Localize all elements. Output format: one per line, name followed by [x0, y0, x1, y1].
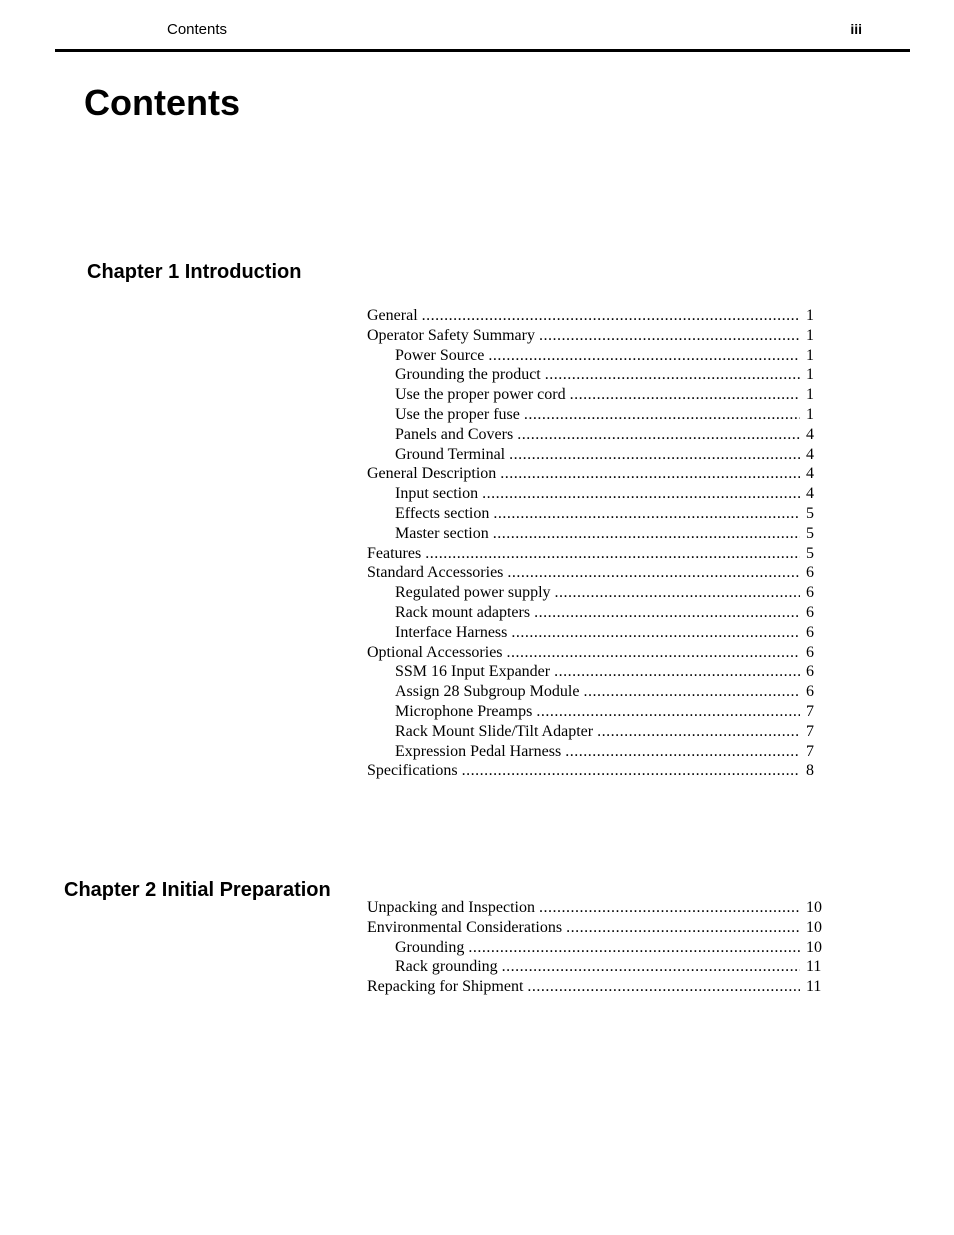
toc-entry-title: Repacking for Shipment: [367, 978, 524, 996]
toc-entry-title: Optional Accessories: [367, 643, 503, 661]
toc-entry-page: 1: [806, 346, 814, 364]
toc-entry-page: 6: [806, 564, 814, 582]
toc-entry-page: 7: [806, 702, 814, 720]
dot-leader: [539, 899, 800, 917]
header-rule: [55, 49, 910, 52]
dot-leader: [566, 919, 800, 937]
toc-entry-title: Unpacking and Inspection: [367, 899, 535, 916]
toc-entry[interactable]: [367, 644, 818, 664]
dot-leader: [468, 939, 800, 957]
toc-entry-title: General Description: [367, 465, 497, 483]
toc-entry-title: Rack grounding: [395, 958, 498, 976]
toc-entry[interactable]: [367, 624, 818, 644]
toc-entry-page: 1: [806, 386, 814, 404]
toc-entry-title: Power Source: [395, 346, 485, 364]
chapter-2-heading: Chapter 2 Initial Preparation: [64, 879, 331, 901]
toc-entry[interactable]: [367, 723, 818, 743]
toc-entry[interactable]: [367, 564, 818, 584]
toc-entry-title: Use the proper power cord: [395, 386, 566, 404]
toc-entry[interactable]: [367, 505, 818, 525]
toc-entry-title: General: [367, 307, 418, 324]
toc-entry[interactable]: [367, 426, 818, 446]
toc-entry-page: 6: [806, 663, 814, 681]
dot-leader: [493, 505, 800, 523]
dot-leader: [545, 366, 800, 384]
toc-entry[interactable]: [367, 545, 818, 565]
toc-entry[interactable]: [367, 327, 818, 347]
toc-entry[interactable]: [367, 307, 818, 327]
dot-leader: [583, 683, 800, 701]
toc-entry-title: Specifications: [367, 762, 458, 780]
toc-entry-page: 1: [806, 326, 814, 344]
dot-leader: [511, 624, 800, 642]
toc-entry-page: 4: [806, 425, 814, 443]
toc-entry-page: 11: [806, 958, 822, 976]
dot-leader: [597, 723, 800, 741]
dot-leader: [462, 762, 800, 780]
toc-entry[interactable]: [367, 604, 818, 624]
toc-entry[interactable]: [367, 485, 818, 505]
toc-entry-page: 1: [806, 307, 814, 324]
toc-entry-title: Expression Pedal Harness: [395, 742, 562, 760]
toc-entry-title: Use the proper fuse: [395, 405, 520, 423]
toc-entry[interactable]: [367, 584, 818, 604]
dot-leader: [534, 604, 800, 622]
toc-entry[interactable]: [367, 918, 822, 939]
toc-entry-page: 11: [806, 978, 822, 996]
toc-entry-title: Microphone Preamps: [395, 702, 533, 720]
toc-entry[interactable]: [367, 525, 818, 545]
toc-entry[interactable]: [367, 366, 818, 386]
toc-entry-title: Assign 28 Subgroup Module: [395, 683, 580, 701]
toc-entry-title: Rack mount adapters: [395, 603, 531, 621]
toc-entry-page: 5: [806, 524, 814, 542]
toc-entry[interactable]: [367, 703, 818, 723]
toc-entry[interactable]: [367, 663, 818, 683]
toc-entry[interactable]: [367, 347, 818, 367]
dot-leader: [425, 545, 800, 563]
toc-entry[interactable]: [367, 938, 822, 959]
toc-entry-page: 10: [806, 938, 822, 956]
toc-entry[interactable]: [367, 978, 822, 998]
chapter-2-toc: [367, 899, 822, 998]
dot-leader: [509, 446, 800, 464]
toc-entry-title: Standard Accessories: [367, 564, 504, 582]
page-title: Contents: [84, 82, 240, 123]
toc-entry-page: 4: [806, 485, 814, 503]
toc-entry[interactable]: [367, 958, 822, 978]
toc-entry-page: 6: [806, 603, 814, 621]
toc-entry-page: 8: [806, 762, 814, 780]
toc-entry-title: Grounding the product: [395, 366, 541, 384]
toc-entry[interactable]: [367, 743, 818, 763]
toc-entry-page: 5: [806, 544, 814, 562]
dot-leader: [524, 406, 800, 424]
dot-leader: [565, 743, 800, 761]
dot-leader: [502, 958, 800, 976]
toc-entry-page: 7: [806, 722, 814, 740]
toc-entry-title: Panels and Covers: [395, 425, 514, 443]
running-header-title: Contents: [167, 21, 228, 38]
dot-leader: [570, 386, 800, 404]
dot-leader: [517, 426, 800, 444]
dot-leader: [500, 465, 800, 483]
toc-entry-title: Effects section: [395, 504, 490, 522]
toc-entry-title: Ground Terminal: [395, 445, 506, 463]
toc-entry-page: 10: [806, 899, 822, 916]
toc-entry-title: Operator Safety Summary: [367, 326, 535, 344]
toc-entry-page: 5: [806, 504, 814, 522]
toc-entry-page: 1: [806, 405, 814, 423]
dot-leader: [493, 525, 800, 543]
dot-leader: [539, 327, 800, 345]
dot-leader: [527, 978, 800, 996]
toc-entry[interactable]: [367, 406, 818, 426]
toc-entry-title: Input section: [395, 485, 479, 503]
dot-leader: [507, 564, 800, 582]
dot-leader: [507, 644, 800, 662]
toc-entry-page: 4: [806, 445, 814, 463]
toc-entry[interactable]: [367, 446, 818, 466]
dot-leader: [555, 584, 800, 602]
toc-entry-page: 7: [806, 742, 814, 760]
toc-entry-title: Rack Mount Slide/Tilt Adapter: [395, 722, 594, 740]
toc-entry[interactable]: [367, 465, 818, 485]
toc-entry[interactable]: [367, 386, 818, 406]
dot-leader: [536, 703, 800, 721]
chapter-1-toc: [367, 307, 818, 782]
toc-entry-page: 6: [806, 623, 814, 641]
toc-entry-title: Regulated power supply: [395, 584, 551, 602]
dot-leader: [488, 347, 800, 365]
toc-entry-page: 6: [806, 584, 814, 602]
toc-entry-title: Features: [367, 544, 422, 562]
dot-leader: [482, 485, 800, 503]
toc-entry-title: Master section: [395, 524, 489, 542]
dot-leader: [422, 307, 800, 325]
toc-entry-title: Interface Harness: [395, 623, 508, 641]
toc-entry-title: SSM 16 Input Expander: [395, 663, 551, 681]
toc-entry[interactable]: [367, 683, 818, 703]
page-number: iii: [850, 21, 862, 37]
toc-entry-page: 6: [806, 643, 814, 661]
toc-entry-title: Grounding: [395, 938, 465, 956]
toc-entry-title: Environmental Considerations: [367, 918, 563, 936]
dot-leader: [554, 663, 800, 681]
toc-entry-page: 1: [806, 366, 814, 384]
toc-entry-page: 6: [806, 683, 814, 701]
toc-entry[interactable]: [367, 762, 818, 782]
chapter-1-heading: Chapter 1 Introduction: [87, 261, 302, 283]
toc-entry[interactable]: [367, 899, 822, 919]
toc-entry-page: 10: [806, 918, 822, 936]
toc-entry-page: 4: [806, 465, 814, 483]
